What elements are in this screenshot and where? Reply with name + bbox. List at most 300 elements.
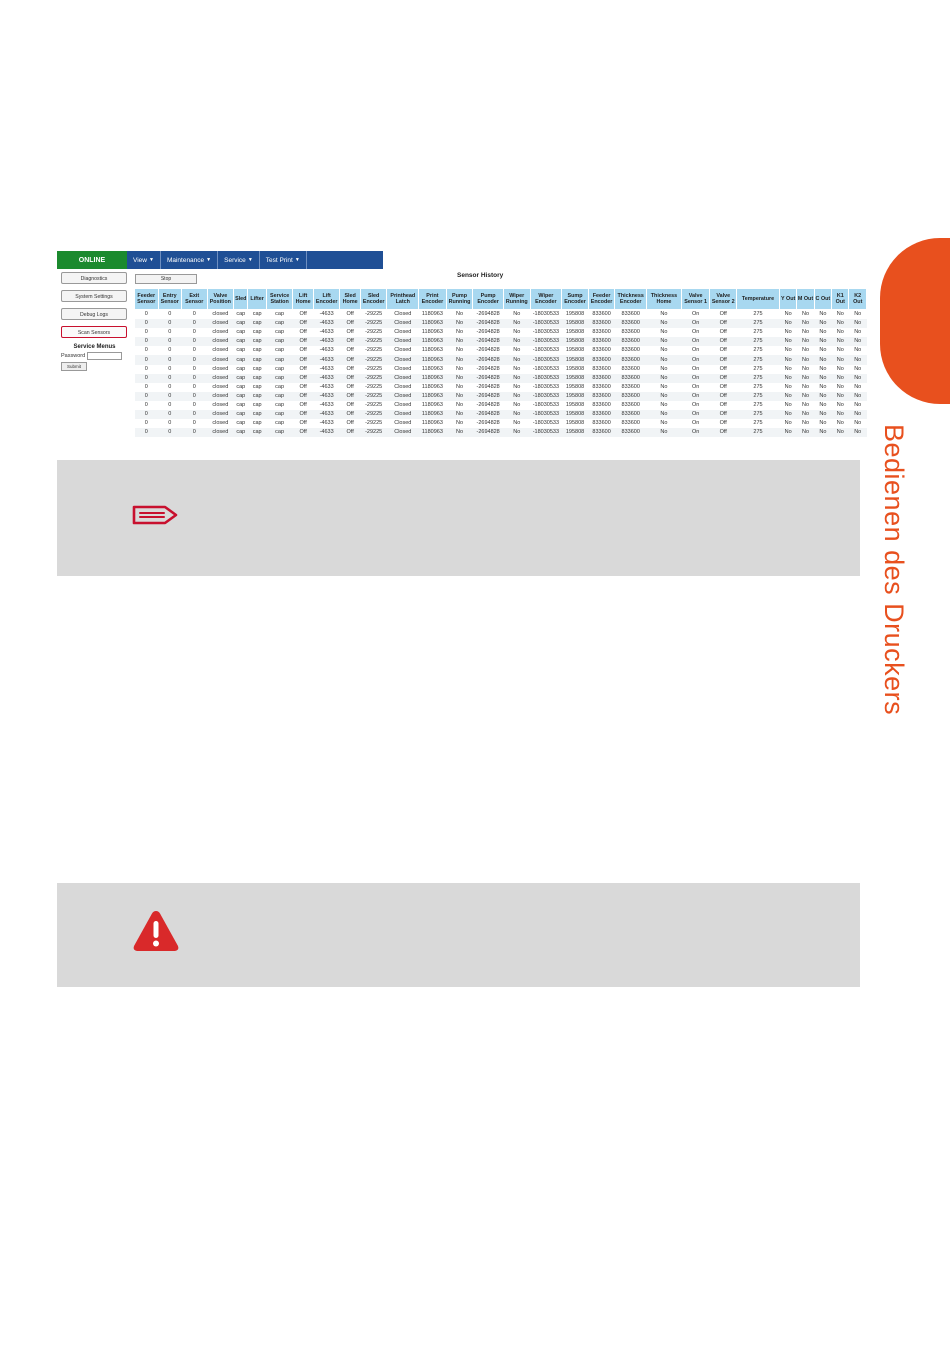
- table-cell: Off: [340, 319, 360, 328]
- table-cell: -18030533: [532, 347, 560, 354]
- chevron-down-icon: ▼: [294, 257, 300, 263]
- service-menus-title: Service Menus: [73, 344, 116, 350]
- table-cell: -4633: [313, 355, 340, 364]
- table-cell: 0: [135, 410, 159, 419]
- table-cell: Off: [719, 420, 727, 427]
- table-cell: Off: [340, 374, 360, 383]
- table-cell: 0: [158, 319, 182, 328]
- table-cell: No: [832, 392, 849, 401]
- table-cell: -4633: [319, 311, 334, 318]
- table-cell: No: [779, 392, 796, 401]
- table-cell: No: [802, 420, 810, 427]
- table-cell: No: [455, 420, 464, 427]
- table-cell: -29225: [360, 374, 387, 383]
- table-cell: Closed: [394, 401, 412, 408]
- table-cell: cap: [252, 365, 262, 372]
- table-cell: closed: [212, 383, 229, 390]
- table-cell: 275: [737, 374, 780, 383]
- table-cell: 1180963: [421, 401, 443, 408]
- table-cell: -2694828: [473, 355, 504, 364]
- table-row: [135, 428, 867, 437]
- table-cell: -29225: [365, 347, 383, 354]
- table-cell: 0: [144, 383, 148, 390]
- table-cell: No: [814, 374, 831, 383]
- table-cell: 0: [192, 420, 196, 427]
- table-cell: 0: [192, 311, 196, 318]
- table-cell: No: [797, 410, 814, 419]
- table-cell: No: [446, 410, 473, 419]
- table-cell: Closed: [387, 319, 419, 328]
- table-cell: -18030533: [530, 428, 562, 437]
- table-cell: 833600: [621, 383, 640, 390]
- table-cell: Off: [719, 401, 727, 408]
- table-row: [135, 392, 867, 401]
- chevron-down-icon: ▼: [247, 257, 253, 263]
- table-cell: 1180963: [421, 347, 443, 354]
- table-cell: Off: [293, 428, 313, 437]
- table-cell: Off: [293, 374, 313, 383]
- system-settings-button[interactable]: System Settings: [61, 290, 127, 302]
- table-cell: No: [779, 428, 796, 437]
- table-cell: 0: [192, 401, 196, 408]
- table-cell: Off: [340, 410, 360, 419]
- table-cell: -2694828: [473, 428, 504, 437]
- table-cell: 275: [737, 319, 780, 328]
- table-cell: cap: [275, 329, 285, 336]
- table-cell: 0: [144, 329, 148, 336]
- table-cell: cap: [266, 410, 293, 419]
- table-cell: No: [819, 401, 827, 408]
- table-cell: Off: [719, 347, 727, 354]
- column-header: Sled Home: [340, 289, 360, 310]
- table-cell: No: [814, 355, 831, 364]
- table-cell: 0: [182, 392, 208, 401]
- sensor-history-title: Sensor History: [457, 272, 504, 279]
- table-cell: 833600: [588, 428, 615, 437]
- table-cell: cap: [236, 329, 246, 336]
- table-cell: -2694828: [476, 311, 500, 318]
- top-nav: [57, 251, 383, 269]
- table-cell: 195808: [562, 374, 589, 383]
- table-cell: 0: [135, 392, 159, 401]
- table-cell: 1180963: [419, 410, 447, 419]
- table-cell: -4633: [319, 347, 334, 354]
- table-cell: No: [836, 329, 844, 336]
- table-cell: Off: [346, 420, 354, 427]
- table-cell: cap: [248, 337, 266, 346]
- table-cell: -29225: [365, 383, 383, 390]
- table-cell: No: [503, 319, 530, 328]
- table-cell: 195808: [562, 410, 589, 419]
- table-cell: Off: [719, 311, 727, 318]
- column-header: K2 Out: [849, 289, 867, 310]
- table-cell: cap: [234, 392, 248, 401]
- table-cell: -2694828: [473, 374, 504, 383]
- table-cell: 833600: [621, 329, 640, 336]
- table-cell: 833600: [592, 401, 611, 408]
- table-cell: Closed: [387, 428, 419, 437]
- table-cell: No: [814, 337, 831, 346]
- table-cell: 0: [158, 337, 182, 346]
- table-cell: 275: [753, 347, 763, 354]
- table-cell: -2694828: [476, 365, 500, 372]
- note-pointer-icon: [131, 503, 179, 527]
- debug-logs-button[interactable]: Debug Logs: [61, 308, 127, 320]
- table-cell: cap: [234, 410, 248, 419]
- table-cell: No: [784, 365, 792, 372]
- menu-service[interactable]: [218, 251, 260, 269]
- table-cell: cap: [248, 355, 266, 364]
- table-cell: 1180963: [421, 383, 443, 390]
- table-cell: No: [832, 428, 849, 437]
- table-cell: -4633: [319, 329, 334, 336]
- table-cell: On: [681, 428, 710, 437]
- table-cell: No: [819, 347, 827, 354]
- table-cell: Closed: [394, 365, 412, 372]
- column-header: C Out: [814, 289, 831, 310]
- table-cell: -29225: [365, 329, 383, 336]
- table-row: [135, 419, 867, 428]
- table-cell: closed: [212, 401, 229, 408]
- table-cell: 275: [737, 392, 780, 401]
- table-cell: closed: [207, 374, 234, 383]
- table-cell: Off: [299, 329, 307, 336]
- table-cell: No: [779, 355, 796, 364]
- table-cell: 195808: [562, 428, 589, 437]
- table-cell: 833600: [592, 365, 611, 372]
- table-cell: No: [819, 383, 827, 390]
- table-cell: 275: [753, 420, 763, 427]
- table-cell: 833600: [588, 392, 615, 401]
- table-cell: No: [446, 319, 473, 328]
- table-cell: Closed: [387, 374, 419, 383]
- table-row: [135, 401, 867, 410]
- table-row: [135, 346, 867, 355]
- table-cell: No: [446, 428, 473, 437]
- table-cell: 0: [158, 428, 182, 437]
- table-cell: 0: [192, 329, 196, 336]
- table-cell: -29225: [365, 365, 383, 372]
- column-header: Thickness Encoder: [615, 289, 647, 310]
- table-cell: 0: [192, 383, 196, 390]
- table-cell: cap: [252, 383, 262, 390]
- table-cell: No: [647, 319, 682, 328]
- table-cell: No: [513, 311, 521, 318]
- table-cell: cap: [266, 392, 293, 401]
- table-cell: -29225: [360, 392, 387, 401]
- table-row: [135, 355, 867, 364]
- table-cell: 833600: [592, 347, 611, 354]
- table-cell: 0: [158, 355, 182, 364]
- chevron-down-icon: ▼: [148, 257, 154, 263]
- table-cell: -4633: [313, 319, 340, 328]
- column-header: K1 Out: [832, 289, 849, 310]
- table-cell: 0: [168, 347, 172, 354]
- table-cell: 833600: [621, 420, 640, 427]
- table-cell: -29225: [360, 319, 387, 328]
- table-cell: No: [446, 392, 473, 401]
- table-cell: closed: [207, 337, 234, 346]
- table-cell: No: [647, 392, 682, 401]
- table-cell: -4633: [313, 392, 340, 401]
- column-header: Lift Encoder: [313, 289, 340, 310]
- table-cell: 833600: [588, 355, 615, 364]
- table-cell: No: [849, 319, 867, 328]
- table-cell: 833600: [621, 347, 640, 354]
- menu-view[interactable]: [127, 251, 161, 269]
- table-cell: No: [455, 365, 464, 372]
- column-header: Valve Sensor 1: [681, 289, 710, 310]
- table-cell: -2694828: [473, 337, 504, 346]
- table-cell: Off: [293, 355, 313, 364]
- table-cell: No: [779, 374, 796, 383]
- table-cell: 833600: [588, 410, 615, 419]
- table-cell: 0: [182, 428, 208, 437]
- table-cell: 1180963: [419, 355, 447, 364]
- table-cell: -29225: [360, 410, 387, 419]
- table-cell: 833600: [615, 374, 647, 383]
- table-cell: cap: [252, 347, 262, 354]
- table-row: [135, 337, 867, 346]
- table-cell: -2694828: [476, 347, 500, 354]
- table-cell: 0: [168, 329, 172, 336]
- table-cell: cap: [266, 355, 293, 364]
- table-cell: 195808: [565, 311, 585, 318]
- table-cell: 0: [144, 365, 148, 372]
- table-cell: cap: [252, 311, 262, 318]
- table-cell: No: [779, 319, 796, 328]
- table-cell: No: [647, 428, 682, 437]
- menu-test-print[interactable]: [260, 251, 307, 269]
- table-cell: -18030533: [530, 392, 562, 401]
- table-cell: 0: [168, 365, 172, 372]
- column-header: Entry Sensor: [158, 289, 182, 310]
- table-cell: 1180963: [419, 428, 447, 437]
- table-cell: 833600: [592, 383, 611, 390]
- table-cell: closed: [212, 365, 229, 372]
- table-cell: No: [814, 428, 831, 437]
- table-cell: No: [784, 383, 792, 390]
- table-cell: No: [660, 311, 668, 318]
- table-cell: -2694828: [473, 392, 504, 401]
- table-cell: cap: [266, 374, 293, 383]
- table-cell: On: [691, 329, 700, 336]
- table-cell: No: [854, 365, 862, 372]
- table-cell: No: [779, 337, 796, 346]
- table-cell: Off: [719, 383, 727, 390]
- table-cell: No: [819, 420, 827, 427]
- table-cell: cap: [248, 428, 266, 437]
- menu-service-label: Service: [224, 256, 246, 264]
- table-cell: cap: [248, 410, 266, 419]
- table-cell: 0: [158, 410, 182, 419]
- stop-button[interactable]: Stop: [135, 274, 197, 284]
- table-cell: No: [513, 365, 521, 372]
- table-cell: 0: [182, 355, 208, 364]
- table-cell: On: [691, 347, 700, 354]
- table-cell: No: [513, 420, 521, 427]
- table-cell: 833600: [615, 355, 647, 364]
- table-cell: No: [660, 329, 668, 336]
- table-cell: On: [681, 392, 710, 401]
- column-header: Valve Position: [207, 289, 234, 310]
- table-cell: Off: [293, 392, 313, 401]
- table-row: [135, 410, 867, 419]
- table-cell: Off: [346, 401, 354, 408]
- table-cell: -18030533: [530, 337, 562, 346]
- table-cell: Closed: [394, 347, 412, 354]
- column-header: Pump Running: [446, 289, 473, 310]
- column-header: Thickness Home: [647, 289, 682, 310]
- table-cell: 833600: [592, 329, 611, 336]
- warning-callout: [57, 883, 860, 987]
- table-cell: 833600: [621, 311, 640, 318]
- table-cell: cap: [266, 337, 293, 346]
- table-cell: -4633: [313, 410, 340, 419]
- table-cell: 0: [135, 428, 159, 437]
- table-cell: Off: [710, 319, 737, 328]
- table-cell: No: [660, 401, 668, 408]
- table-cell: Closed: [387, 355, 419, 364]
- table-cell: -4633: [313, 374, 340, 383]
- table-cell: cap: [275, 347, 285, 354]
- table-cell: -18030533: [532, 311, 560, 318]
- table-cell: 833600: [615, 428, 647, 437]
- table-cell: Off: [710, 374, 737, 383]
- table-cell: 275: [753, 383, 763, 390]
- table-cell: On: [681, 337, 710, 346]
- table-cell: No: [854, 420, 862, 427]
- table-cell: closed: [212, 420, 229, 427]
- column-header: Lift Home: [293, 289, 313, 310]
- table-cell: 195808: [565, 365, 585, 372]
- diagnostics-button[interactable]: Diagnostics: [61, 272, 127, 284]
- table-cell: On: [681, 410, 710, 419]
- table-cell: No: [784, 311, 792, 318]
- table-cell: On: [681, 374, 710, 383]
- table-cell: On: [691, 401, 700, 408]
- table-cell: No: [660, 420, 668, 427]
- table-cell: -18030533: [532, 401, 560, 408]
- table-cell: No: [854, 401, 862, 408]
- scan-sensors-button[interactable]: Scan Sensors: [61, 326, 127, 338]
- table-cell: cap: [248, 374, 266, 383]
- table-cell: No: [802, 383, 810, 390]
- table-cell: No: [455, 347, 464, 354]
- password-label: Password: [61, 353, 86, 359]
- table-cell: No: [849, 410, 867, 419]
- column-header: Service Station: [266, 289, 293, 310]
- table-cell: Off: [299, 420, 307, 427]
- table-cell: 195808: [562, 337, 589, 346]
- column-header: Feeder Sensor: [135, 289, 159, 310]
- table-cell: 275: [753, 365, 763, 372]
- submit-button[interactable]: Submit: [61, 362, 87, 371]
- column-header: Lifter: [248, 289, 266, 310]
- table-cell: No: [513, 383, 521, 390]
- table-cell: cap: [236, 383, 246, 390]
- table-cell: 0: [135, 337, 159, 346]
- table-cell: closed: [207, 392, 234, 401]
- table-cell: 0: [192, 365, 196, 372]
- table-cell: No: [455, 383, 464, 390]
- table-cell: 195808: [565, 420, 585, 427]
- table-cell: Closed: [387, 410, 419, 419]
- table-cell: cap: [234, 337, 248, 346]
- table-cell: 1180963: [419, 374, 447, 383]
- chapter-title: Bedienen des Druckers: [879, 424, 909, 716]
- table-cell: No: [503, 374, 530, 383]
- table-cell: -18030533: [532, 329, 560, 336]
- table-cell: 833600: [588, 319, 615, 328]
- table-cell: No: [854, 383, 862, 390]
- table-cell: 275: [737, 428, 780, 437]
- table-cell: No: [660, 347, 668, 354]
- menu-view-label: View: [133, 256, 147, 264]
- sidebar: [57, 272, 132, 371]
- column-header: Temperature: [737, 289, 780, 310]
- table-cell: No: [455, 311, 464, 318]
- table-cell: Off: [299, 401, 307, 408]
- table-cell: -18030533: [530, 319, 562, 328]
- table-cell: No: [779, 410, 796, 419]
- table-cell: 0: [182, 374, 208, 383]
- table-cell: 275: [737, 337, 780, 346]
- table-cell: On: [691, 420, 700, 427]
- table-cell: 1180963: [421, 329, 443, 336]
- table-cell: On: [691, 383, 700, 390]
- table-cell: No: [797, 374, 814, 383]
- table-cell: cap: [234, 355, 248, 364]
- table-row: [135, 319, 867, 328]
- table-cell: No: [660, 383, 668, 390]
- warning-icon: [131, 908, 181, 954]
- table-cell: cap: [236, 420, 246, 427]
- table-cell: Off: [346, 383, 354, 390]
- password-input[interactable]: [87, 352, 122, 360]
- table-cell: No: [814, 392, 831, 401]
- table-cell: No: [797, 337, 814, 346]
- table-cell: closed: [207, 355, 234, 364]
- table-cell: No: [836, 347, 844, 354]
- table-cell: Off: [299, 347, 307, 354]
- table-cell: 833600: [615, 337, 647, 346]
- table-cell: No: [455, 401, 464, 408]
- table-cell: -29225: [365, 420, 383, 427]
- table-cell: 0: [135, 319, 159, 328]
- table-cell: No: [513, 347, 521, 354]
- table-cell: 275: [753, 311, 763, 318]
- table-cell: No: [660, 365, 668, 372]
- table-cell: cap: [252, 401, 262, 408]
- table-cell: 833600: [615, 319, 647, 328]
- sensor-history-screenshot: [57, 251, 869, 443]
- table-cell: No: [647, 374, 682, 383]
- table-cell: cap: [236, 365, 246, 372]
- table-cell: cap: [266, 319, 293, 328]
- table-cell: No: [832, 337, 849, 346]
- menu-maintenance[interactable]: [161, 251, 218, 269]
- table-cell: cap: [275, 383, 285, 390]
- table-cell: No: [455, 329, 464, 336]
- table-cell: -4633: [319, 383, 334, 390]
- table-cell: No: [819, 311, 827, 318]
- table-cell: No: [446, 374, 473, 383]
- table-cell: On: [691, 311, 700, 318]
- table-cell: 0: [158, 374, 182, 383]
- table-cell: Off: [346, 365, 354, 372]
- table-cell: -2694828: [476, 329, 500, 336]
